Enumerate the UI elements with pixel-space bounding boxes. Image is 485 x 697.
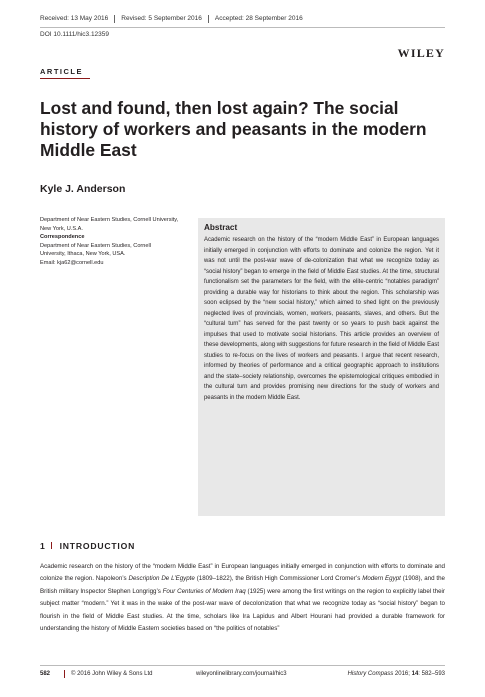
publisher-logo: WILEY bbox=[397, 46, 445, 60]
citation-year: 2016; bbox=[393, 671, 412, 677]
section-bar bbox=[51, 542, 52, 549]
footer-separator bbox=[64, 670, 65, 678]
article-label-rule bbox=[40, 78, 90, 79]
citation-pages: : 582–593 bbox=[418, 671, 445, 677]
copyright: © 2016 John Wiley & Sons Ltd bbox=[71, 671, 153, 677]
correspondence-label: Correspondence bbox=[40, 234, 85, 241]
intro-text-2: (1809–1822), the British High Commissioner Lord Cromer’s bbox=[194, 575, 363, 583]
author-name: Kyle J. Anderson bbox=[40, 183, 126, 195]
intro-text-1: Academic research on the history of the “modern Middle East” in European languages initially emerged in conjunction with efforts to dominate and colonize the region. Napoleon’s bbox=[40, 563, 445, 583]
received-date: Received: 13 May 2016 bbox=[40, 15, 109, 22]
section-heading bbox=[40, 541, 135, 551]
journal-url[interactable]: wileyonlinelibrary.com/journal/hic3 bbox=[196, 671, 287, 677]
footer-rule bbox=[40, 665, 445, 666]
date-separator bbox=[208, 15, 209, 23]
section-number: 1 bbox=[40, 541, 46, 551]
date-separator bbox=[114, 15, 115, 23]
book-title-description: Description De L’Egypte bbox=[128, 575, 195, 583]
journal-name: History Compass bbox=[347, 671, 394, 677]
doi-link[interactable]: DOI 10.1111/hic3.12359 bbox=[40, 31, 110, 38]
page-footer bbox=[40, 670, 445, 678]
journal-citation bbox=[348, 671, 445, 677]
article-type-label: ARTICLE bbox=[40, 67, 83, 76]
book-title-modern-egypt: Modern Egypt bbox=[362, 575, 401, 583]
accepted-date: Accepted: 28 September 2016 bbox=[214, 15, 303, 22]
intro-paragraph bbox=[40, 561, 445, 635]
affiliation-block bbox=[40, 216, 190, 268]
revised-date: Revised: 5 September 2016 bbox=[121, 15, 202, 22]
section-title: INTRODUCTION bbox=[59, 541, 136, 551]
page-number: 582 bbox=[40, 671, 51, 677]
article-title: Lost and found, then lost again? The social history of workers and peasants in the modern Middle East bbox=[40, 98, 427, 160]
intro-text-4: (1925) were among the first writings on the region to explicitly label their subject matter “modern.” Yet it was in the wake of the post-war wave of decolonization that what we recognize today as “social history” began to flourish in the field of Middle East studies. At the time, scholars like Ira Lapidus and Albert Hourani had provided a durable framework for understanding the history of Middle Eastern societies based on “the politics of notables” bbox=[40, 587, 445, 633]
abstract-heading: Abstract bbox=[204, 223, 238, 232]
submission-dates bbox=[40, 15, 303, 23]
affiliation-dept: Department of Near Eastern Studies, Cornell University, New York, U.S.A. bbox=[40, 217, 179, 232]
intro-text-3: (1908), and the British military Inspector Stephen Longrigg’s bbox=[40, 575, 445, 595]
citation-volume: 14 bbox=[411, 671, 419, 677]
correspondence-address-2: University, Ithaca, New York, USA. bbox=[40, 251, 126, 258]
correspondence-email[interactable]: Email: kja62@cornell.edu bbox=[40, 259, 104, 266]
book-title-four-centuries: Four Centuries of Modern Iraq bbox=[162, 587, 246, 595]
abstract-box bbox=[198, 218, 445, 516]
header-rule bbox=[40, 27, 445, 28]
correspondence-address-1: Department of Near Eastern Studies, Cornell bbox=[40, 242, 151, 249]
abstract-text: Academic research on the history of the “modern Middle East” in European languages initially emerged in conjunction with efforts to dominate and colonize the region. Yet it was not until the post-war wave of de-colonization that what we recognize today as “social history” began to emerge in the field of Middle East studies. At the time, structural functionalism set the parameters for the field, with the elite-centric “notables paradigm” providing a durable way for historians to think about the region. This scholarship was soon eclipsed by the “new social history,” which aimed to shed light on the previously neglected lives of provincials, women, workers, peasants, slaves, and others. But the “cultural turn” has served for the past twenty or so years to push back against the impulses that used to motivate social historians. This article provides an overview of these developments, along with suggestions for future research in the field of Middle East studies to re-focus on the lives of workers and peasants. I argue that recent research, informed by theories of performance and a critical geographic approach to institutions and the state–society relationship, overcomes the epistemological critiques embodied in the cultural turn and provides promising new directions for the study of workers and peasants in the modern Middle East. bbox=[204, 237, 439, 401]
